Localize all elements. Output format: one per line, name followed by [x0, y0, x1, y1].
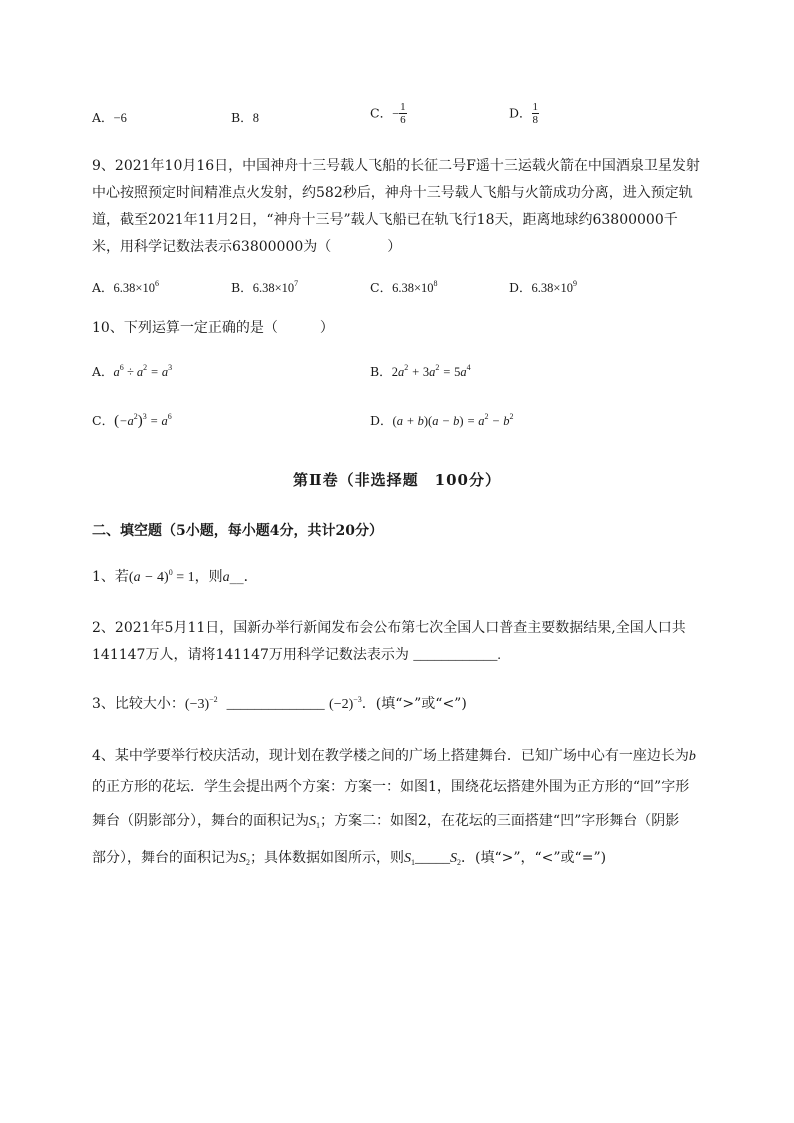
question-text: 舞台（阴影部分），舞台的面积记为 [92, 813, 309, 829]
subscript: 2 [246, 858, 250, 867]
q10-option-c [92, 413, 172, 429]
option-label: D． [509, 280, 532, 295]
variable: S [450, 851, 457, 866]
fraction-denominator: 8 [532, 114, 539, 126]
variable: S [309, 814, 316, 829]
option-label: C． [370, 280, 393, 295]
fraction-denominator: 6 [400, 114, 406, 126]
option-exponent: 7 [294, 279, 299, 288]
option-label: C． [370, 105, 393, 121]
variable: b [688, 749, 696, 764]
fill-question-1 [92, 569, 258, 586]
section-title: 第Ⅱ卷（非选择题 100分） [293, 471, 501, 489]
q10-stem: 10、下列运算一定正确的是（ ） [92, 320, 334, 336]
question-text: 1、若 [92, 569, 129, 585]
subscript: 2 [457, 858, 461, 867]
option-value: 8 [252, 111, 259, 125]
variable: S [239, 851, 246, 866]
q9-line: 米，用科学记数法表示63800000为（ ） [92, 239, 402, 255]
question-line [92, 741, 752, 772]
formula: $(-2)^{-3}$ [329, 695, 362, 712]
option-label: A． [92, 364, 114, 379]
q8-option-b [231, 110, 259, 126]
question-text: 4、某中学要举行校庆活动，现计划在教学楼之间的广场上搭建舞台．已知广场中心有一座边长为 [92, 748, 689, 764]
question-line [92, 642, 752, 669]
option-exponent: 6 [154, 279, 159, 288]
formula: $(-3)^{-2}$ [184, 695, 218, 712]
formula: $a^6 \div a^2 = a^3$ [113, 363, 173, 379]
option-value: −6 [113, 111, 127, 125]
subscript: 1 [316, 821, 320, 830]
q10-option-d [370, 413, 513, 429]
option-label: B． [370, 364, 392, 379]
variable: S [404, 851, 411, 866]
q9-line: 9、2021年10月16日，中国神舟十三号载人飞船的长征二号F遥十三运载火箭在中国酒泉卫星发射 [92, 158, 700, 174]
formula: $2a^2 + 3a^2 = 5a^4$ [391, 363, 471, 379]
option-value: 6.38×10 [392, 281, 434, 295]
q8-option-c [370, 101, 407, 126]
option-label: D． [509, 105, 532, 121]
answer-blank: ______________ [226, 697, 325, 712]
question-text: ；方案二：如图2，在花坛的三面搭建“凹”字形舞台（阴影 [320, 813, 680, 829]
option-value: 6.38×10 [531, 281, 573, 295]
minus-sign: − [392, 106, 400, 121]
question-text: 3、比较大小： [92, 696, 185, 712]
question-line [92, 843, 752, 874]
formula: $(-a^2)^3 = a^6$ [114, 412, 172, 429]
fill-question-2 [92, 615, 752, 669]
q9-line: 中心按照预定时间精准点火发射，约582秒后，神舟十三号载人飞船与火箭成功分离，进入预定轨 [92, 185, 693, 201]
subscript: 1 [411, 858, 415, 867]
answer-blank: _____ [415, 851, 450, 866]
option-label: B． [231, 110, 253, 125]
question-text: ．(填“>”，“<”或“=”) [461, 850, 607, 866]
option-value: 6.38×10 [113, 281, 155, 295]
fraction-numerator: 1 [532, 101, 539, 113]
question-line: 的正方形的花坛．学生会提出两个方案：方案一：如图1，围绕花坛搭建外围为正方形的“回”字形 [92, 779, 690, 795]
question-text: ，则 [194, 569, 223, 585]
q9-line: 道，截至2021年11月2日，“神舟十三号”载人飞船已在轨飞行18天，距离地球约63800000千 [92, 212, 678, 228]
option-label: C． [92, 413, 115, 428]
q9-option-d [509, 280, 577, 296]
q9-option-a [92, 280, 159, 296]
q9-option-c [370, 280, 438, 296]
q9-option-b [231, 280, 298, 296]
q10-option-b [370, 364, 471, 380]
question-text: 141147万人，请将141147万用科学记数法表示为 [92, 647, 409, 663]
question-text: 部分），舞台的面积记为 [92, 850, 239, 866]
formula: $(a - 4)^0 = 1$ [128, 568, 195, 585]
answer-blank: __． [229, 569, 258, 585]
question-line: 2、2021年5月11日，国新办举行新闻发布会公布第七次全国人口普查主要数据结果,全国人口共 [92, 620, 686, 636]
fill-question-4 [92, 741, 752, 874]
option-label: A． [92, 280, 114, 295]
question-line [92, 806, 752, 837]
fraction-numerator: 1 [400, 101, 406, 113]
option-exponent: 9 [572, 279, 577, 288]
fill-question-3 [92, 696, 467, 713]
q10-option-a [92, 364, 172, 380]
answer-blank: ____________. [413, 648, 501, 663]
q8-option-a [92, 110, 127, 126]
option-exponent: 8 [433, 279, 438, 288]
option-label: B． [231, 280, 253, 295]
option-value: 6.38×10 [252, 281, 295, 295]
fraction [532, 101, 540, 126]
formula: $(a + b)(a - b) = a^2 - b^2$ [392, 412, 514, 428]
q8-option-d [509, 101, 539, 126]
section-subtitle: 二、填空题（5小题，每小题4分，共计20分） [92, 523, 383, 539]
q9-stem [92, 153, 752, 261]
option-label: A． [92, 110, 114, 125]
fraction [399, 101, 407, 126]
question-text: ；具体数据如图所示，则 [250, 850, 404, 866]
question-text: ．(填“>”或“<”) [361, 696, 467, 712]
variable: a [222, 570, 230, 585]
option-label: D． [370, 413, 393, 428]
